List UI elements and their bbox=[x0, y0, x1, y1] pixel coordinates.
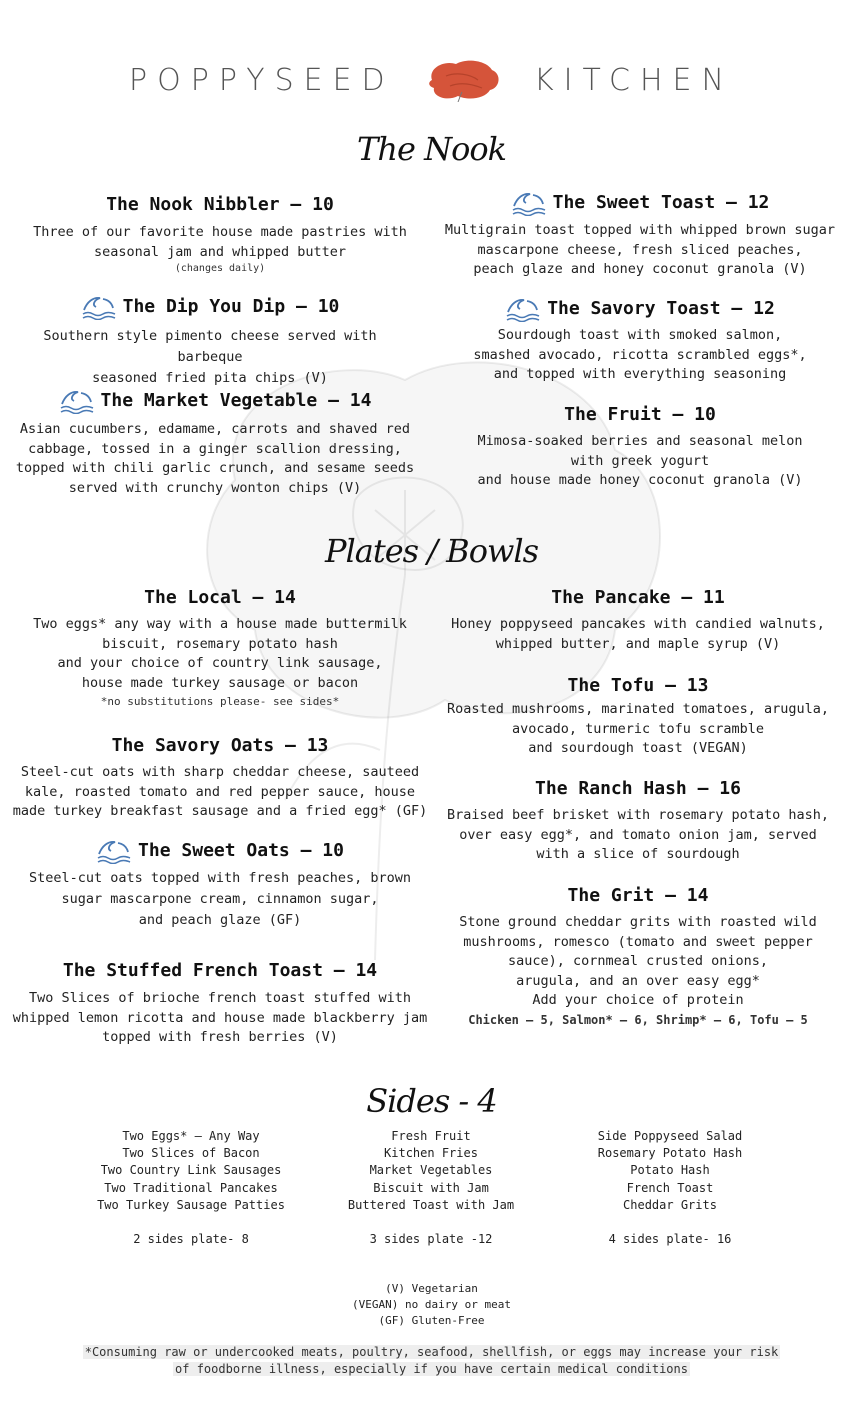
menu-item-savory-oats bbox=[10, 733, 430, 822]
brand-name-right: KITCHEN bbox=[533, 62, 734, 98]
side-item: Side Poppyseed Salad bbox=[597, 1129, 743, 1143]
item-title: The Sweet Oats — 10 bbox=[138, 840, 344, 861]
item-title: The Grit — 14 bbox=[567, 885, 709, 906]
section-title-sides: Sides - 4 bbox=[366, 1082, 497, 1120]
item-title: The Tofu — 13 bbox=[567, 675, 709, 696]
dietary-legend bbox=[0, 1281, 863, 1329]
brand-header bbox=[0, 58, 863, 102]
menu-item-sweet-toast bbox=[440, 190, 840, 280]
menu-item-grit bbox=[438, 883, 838, 1029]
side-item: Potato Hash bbox=[630, 1163, 710, 1178]
food-safety-disclaimer bbox=[0, 1344, 863, 1378]
side-item: Cheddar Grits bbox=[623, 1197, 717, 1212]
item-desc-line: Steel-cut oats with sharp cheddar cheese, sauteed bbox=[20, 764, 420, 780]
item-desc-line: and topped with everything seasoning bbox=[493, 366, 787, 382]
item-desc-line: topped with chili garlic crunch, and sesame seeds bbox=[15, 460, 415, 476]
item-note: Chicken — 5, Salmon* — 6, Shrimp* — 6, Tofu — 5 bbox=[468, 1012, 808, 1027]
item-desc-line: Honey poppyseed pancakes with candied walnuts, bbox=[451, 616, 825, 632]
wave-icon bbox=[96, 838, 132, 864]
item-desc-line: peach glaze and honey coconut granola (V) bbox=[473, 261, 807, 277]
sides-column-3 bbox=[550, 1128, 790, 1248]
item-desc-line: over easy egg*, and tomato onion jam, served bbox=[459, 826, 817, 843]
item-desc-line: Southern style pimento cheese served with barbeque bbox=[43, 328, 377, 365]
item-desc-line: made turkey breakfast sausage and a fried egg* (GF) bbox=[12, 803, 428, 819]
item-desc-line: house made turkey sausage or bacon bbox=[81, 674, 359, 691]
item-desc-line: whipped butter, and maple syrup (V) bbox=[495, 635, 781, 652]
legend-line: (V) Vegetarian bbox=[385, 1282, 478, 1295]
legend-line: (GF) Gluten-Free bbox=[378, 1314, 485, 1327]
menu-item-stuffed-french-toast bbox=[10, 958, 430, 1048]
item-desc-line: and peach glaze (GF) bbox=[138, 912, 302, 928]
item-note: *no substitutions please- see sides* bbox=[100, 695, 340, 708]
item-desc-line: arugula, and an over easy egg* bbox=[516, 972, 760, 989]
item-desc-line: Add your choice of protein bbox=[532, 992, 744, 1008]
disclaimer-line: *Consuming raw or undercooked meats, poultry, seafood, shellfish, or eggs may increase your risk bbox=[84, 1345, 779, 1359]
sides-plate-price: 4 sides plate- 16 bbox=[608, 1232, 732, 1247]
item-desc-line: seasonal jam and whipped butter bbox=[94, 243, 346, 260]
side-item: Buttered Toast with Jam bbox=[347, 1197, 515, 1212]
item-title: The Market Vegetable — 14 bbox=[100, 390, 372, 411]
side-item: Biscuit with Jam bbox=[373, 1180, 489, 1195]
side-item: Fresh Fruit bbox=[391, 1129, 471, 1143]
item-desc-line: sauce), cornmeal crusted onions, bbox=[507, 953, 769, 969]
wave-icon bbox=[81, 294, 117, 320]
item-title: The Local — 14 bbox=[144, 587, 296, 608]
menu-item-market-vegetable bbox=[15, 388, 415, 498]
menu-item-pancake bbox=[438, 585, 838, 654]
side-item: French Toast bbox=[626, 1180, 714, 1195]
item-desc-line: mascarpone cheese, fresh sliced peaches, bbox=[477, 241, 803, 258]
item-title: The Sweet Toast — 12 bbox=[552, 192, 770, 213]
item-desc-line: Asian cucumbers, edamame, carrots and shaved red bbox=[19, 421, 411, 437]
item-desc-line: mushrooms, romesco (tomato and sweet pepper bbox=[463, 933, 813, 950]
side-item: Two Traditional Pancakes bbox=[104, 1180, 278, 1195]
sides-plate-price: 2 sides plate- 8 bbox=[133, 1232, 249, 1247]
side-item: Two Country Link Sausages bbox=[100, 1163, 282, 1178]
item-desc-line: whipped lemon ricotta and house made blackberry jam bbox=[12, 1009, 428, 1026]
section-title-plates: Plates / Bowls bbox=[324, 532, 538, 570]
item-desc-line: kale, roasted tomato and red pepper sauce, house bbox=[24, 783, 416, 800]
side-item: Two Eggs* — Any Way bbox=[122, 1129, 260, 1143]
wave-icon bbox=[511, 190, 547, 216]
item-desc-line: Mimosa-soaked berries and seasonal melon bbox=[477, 433, 803, 449]
item-note: (changes daily) bbox=[174, 263, 266, 274]
item-desc-line: Stone ground cheddar grits with roasted wild bbox=[459, 914, 817, 930]
side-item: Kitchen Fries bbox=[384, 1146, 478, 1161]
wave-icon bbox=[59, 388, 95, 414]
item-desc-line: and house made honey coconut granola (V) bbox=[477, 472, 803, 488]
item-desc-line: cabbage, tossed in a ginger scallion dressing, bbox=[28, 440, 402, 457]
item-title: The Stuffed French Toast — 14 bbox=[62, 960, 378, 981]
side-item: Two Turkey Sausage Patties bbox=[97, 1197, 285, 1212]
item-desc-line: Sourdough toast with smoked salmon, bbox=[497, 327, 783, 343]
item-desc-line: Three of our favorite house made pastries with bbox=[33, 224, 407, 240]
item-title: The Dip You Dip — 10 bbox=[122, 296, 340, 317]
item-desc-line: avocado, turmeric tofu scramble bbox=[512, 720, 764, 737]
item-desc-line: Two Slices of brioche french toast stuffed with bbox=[28, 990, 411, 1006]
item-desc-line: with a slice of sourdough bbox=[536, 846, 740, 862]
menu-item-sweet-oats bbox=[20, 838, 420, 931]
section-title-nook: The Nook bbox=[357, 130, 506, 168]
menu-item-local bbox=[20, 585, 420, 710]
item-desc-line: biscuit, rosemary potato hash bbox=[102, 635, 338, 652]
menu-item-dip-you-dip bbox=[10, 294, 410, 389]
item-title: The Savory Toast — 12 bbox=[547, 298, 775, 319]
item-title: The Ranch Hash — 16 bbox=[535, 778, 741, 799]
item-desc-line: and your choice of country link sausage, bbox=[57, 655, 383, 671]
item-desc-line: topped with fresh berries (V) bbox=[102, 1029, 338, 1045]
menu-item-tofu bbox=[438, 673, 838, 759]
item-desc-line: Two eggs* any way with a house made buttermilk bbox=[33, 616, 407, 632]
menu-item-nook-nibbler bbox=[20, 192, 420, 276]
menu-item-fruit bbox=[440, 402, 840, 491]
wave-icon bbox=[505, 296, 541, 322]
item-desc-line: Multigrain toast topped with whipped brown sugar bbox=[444, 222, 836, 238]
disclaimer-line: of foodborne illness, especially if you have certain medical conditions bbox=[175, 1362, 688, 1376]
menu-item-ranch-hash bbox=[438, 776, 838, 865]
item-desc-line: Steel-cut oats topped with fresh peaches, brown bbox=[28, 870, 411, 886]
item-desc-line: served with crunchy wonton chips (V) bbox=[68, 479, 362, 496]
item-desc-line: and sourdough toast (VEGAN) bbox=[528, 740, 748, 756]
side-item: Two Slices of Bacon bbox=[122, 1146, 260, 1161]
side-item: Rosemary Potato Hash bbox=[597, 1146, 743, 1161]
item-title: The Nook Nibbler — 10 bbox=[106, 194, 334, 215]
item-desc-line: sugar mascarpone cream, cinnamon sugar, bbox=[61, 891, 379, 907]
sides-plate-price: 3 sides plate -12 bbox=[369, 1232, 493, 1247]
poppy-flower-icon bbox=[426, 58, 502, 102]
brand-name-left: POPPYSEED bbox=[129, 62, 395, 98]
item-title: The Fruit — 10 bbox=[564, 404, 716, 425]
sides-column-1 bbox=[71, 1128, 311, 1248]
menu-item-savory-toast bbox=[440, 296, 840, 385]
item-desc-line: with greek yogurt bbox=[570, 452, 710, 469]
item-title: The Savory Oats — 13 bbox=[111, 735, 329, 756]
legend-line: (VEGAN) no dairy or meat bbox=[352, 1298, 511, 1311]
item-desc-line: Braised beef brisket with rosemary potato hash, bbox=[446, 807, 829, 823]
item-desc-line: smashed avocado, ricotta scrambled eggs*, bbox=[473, 346, 807, 363]
item-desc-line: seasoned fried pita chips (V) bbox=[92, 370, 328, 386]
sides-column-2 bbox=[311, 1128, 551, 1248]
item-desc-line: Roasted mushrooms, marinated tomatoes, arugula, bbox=[446, 701, 829, 717]
side-item: Market Vegetables bbox=[369, 1163, 493, 1178]
item-title: The Pancake — 11 bbox=[551, 587, 725, 608]
